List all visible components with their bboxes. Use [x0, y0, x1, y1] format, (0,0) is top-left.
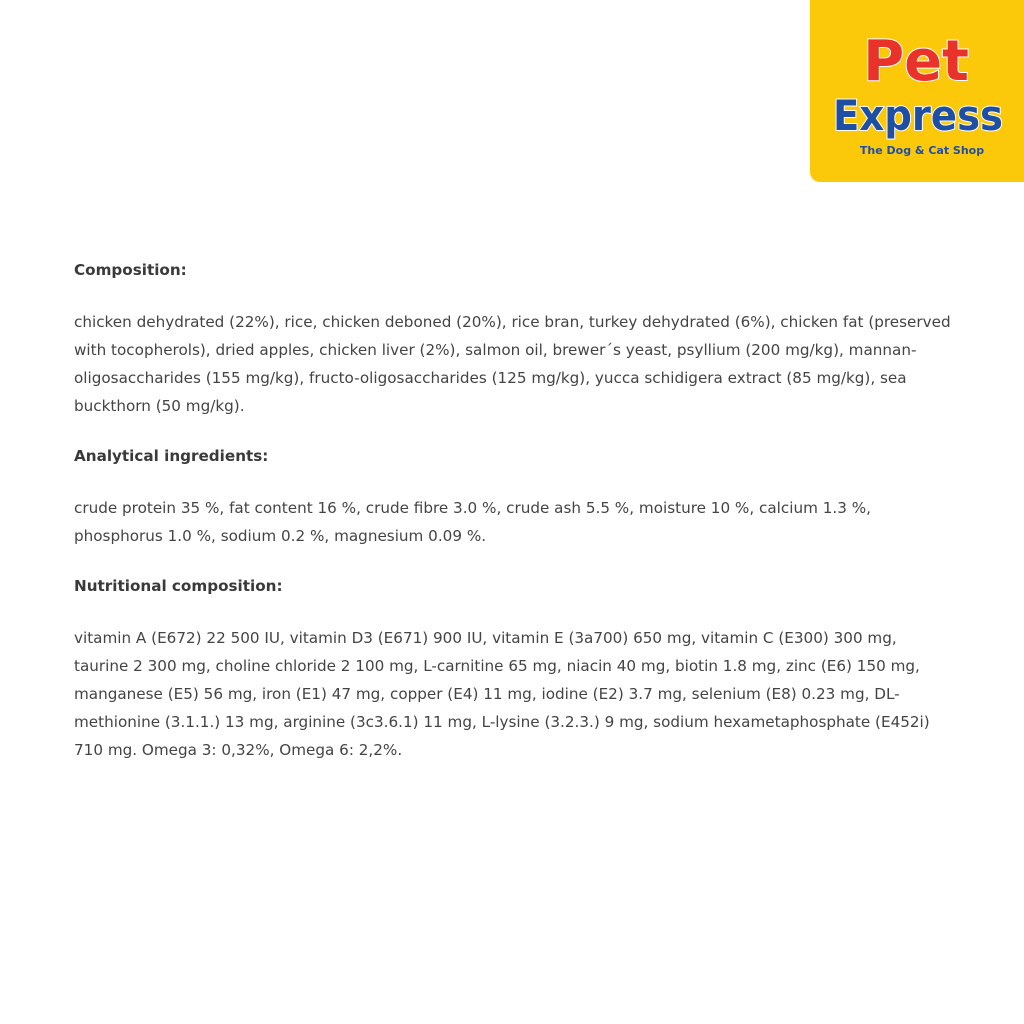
product-info: [74, 256, 954, 764]
composition-heading: Composition:: [74, 261, 187, 279]
logo-pet-text: Pet: [863, 29, 969, 94]
composition-text: chicken dehydrated (22%), rice, chicken deboned (20%), rice bran, turkey dehydrated (6%), chicken fat (preserved with tocopherols), dried apples, chicken liver (2%), salmon oil, brewer´s yeast, psyllium (200 mg/kg), mannan-oligosaccharides (155 mg/kg), fructo-oligosaccharides (125 mg/kg), yucca schidigera extract (85 mg/kg), sea buckthorn (50 mg/kg).: [74, 313, 951, 415]
logo-tagline: The Dog & Cat Shop: [859, 144, 985, 157]
nutritional-heading: Nutritional composition:: [74, 577, 283, 595]
analytical-text: crude protein 35 %, fat content 16 %, crude fibre 3.0 %, crude ash 5.5 %, moisture 10 %, calcium 1.3 %, phosphorus 1.0 %, sodium 0.2 %, magnesium 0.09 %.: [74, 499, 871, 545]
pet-express-logo: [810, 0, 1024, 182]
logo-graphic: [810, 0, 1024, 182]
analytical-heading: Analytical ingredients:: [74, 447, 269, 465]
logo-express-text: Express: [833, 91, 1003, 140]
nutritional-text: vitamin A (E672) 22 500 IU, vitamin D3 (E671) 900 IU, vitamin E (3a700) 650 mg, vitamin C (E300) 300 mg, taurine 2 300 mg, choline chloride 2 100 mg, L-carnitine 65 mg, niacin 40 mg, biotin 1.8 mg, zinc (E6) 150 mg, manganese (E5) 56 mg, iron (E1) 47 mg, copper (E4) 11 mg, iodine (E2) 3.7 mg, selenium (E8) 0.23 mg, DL-methionine (3.1.1.) 13 mg, arginine (3c3.6.1) 11 mg, L-lysine (3.2.3.) 9 mg, sodium hexametaphosphate (E452i) 710 mg. Omega 3: 0,32%, Omega 6: 2,2%.: [74, 629, 930, 759]
